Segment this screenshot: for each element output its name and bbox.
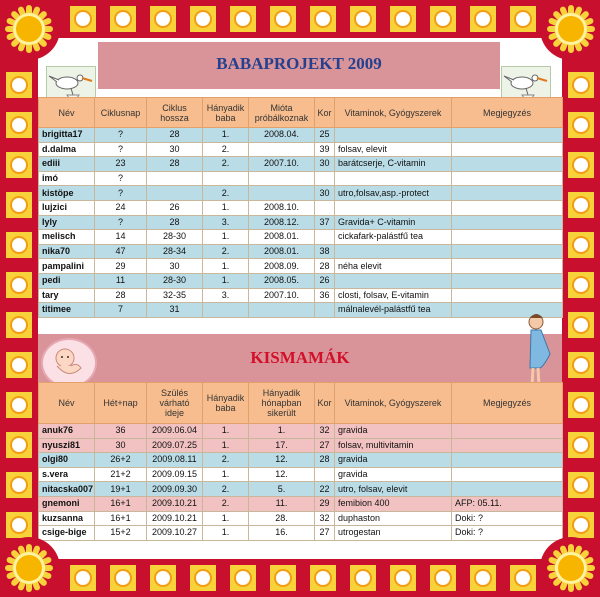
member-name-cell: olgi80 <box>39 453 95 468</box>
member-name-cell: lyly <box>39 215 95 230</box>
table-cell: 27 <box>315 526 335 541</box>
member-name-cell: nyuszi81 <box>39 438 95 453</box>
table-cell: Gravida+ C-vitamin <box>335 215 452 230</box>
table-cell: utrogestan <box>335 526 452 541</box>
table-cell <box>452 142 563 157</box>
table-cell <box>452 438 563 453</box>
border-square <box>150 6 176 32</box>
table-cell: 1. <box>203 128 249 143</box>
table-cell: AFP: 05.11. <box>452 496 563 511</box>
table-row <box>39 482 563 497</box>
table-cell: 38 <box>315 244 335 259</box>
table-cell: 2009.10.21 <box>147 496 203 511</box>
table-cell: 30 <box>147 259 203 274</box>
table-cell: barátcserje, C-vitamin <box>335 157 452 172</box>
table-cell: 28 <box>147 128 203 143</box>
table-cell: 29 <box>95 259 147 274</box>
member-name-cell: kuzsanna <box>39 511 95 526</box>
table-cell: 12. <box>249 453 315 468</box>
border-square <box>6 112 32 138</box>
table-cell: 1. <box>249 424 315 439</box>
table-cell: 21+2 <box>95 467 147 482</box>
table-cell <box>452 424 563 439</box>
table-cell: 30 <box>95 438 147 453</box>
table-cell <box>315 230 335 245</box>
table-cell: 28 <box>95 288 147 303</box>
table-cell: 2. <box>203 496 249 511</box>
border-square <box>6 432 32 458</box>
table-cell: 1. <box>203 526 249 541</box>
table-row <box>39 128 563 143</box>
table-cell: 1. <box>203 230 249 245</box>
border-square <box>6 192 32 218</box>
table-cell: 28-34 <box>147 244 203 259</box>
border-square <box>568 152 594 178</box>
border-square <box>568 72 594 98</box>
column-header: Kor <box>315 98 335 128</box>
table-cell: 32-35 <box>147 288 203 303</box>
column-header: Vitaminok, Gyógyszerek <box>335 98 452 128</box>
table-cell: 32 <box>315 424 335 439</box>
table-cell <box>452 288 563 303</box>
table-cell: 2. <box>203 453 249 468</box>
column-header: Hányadik baba <box>203 98 249 128</box>
member-name-cell: d.dalma <box>39 142 95 157</box>
table-cell: 26 <box>147 200 203 215</box>
table-cell: 1. <box>203 424 249 439</box>
table-cell: 2008.09. <box>249 259 315 274</box>
table-cell: 11 <box>95 273 147 288</box>
table-cell: 2008.01. <box>249 244 315 259</box>
border-square <box>6 512 32 538</box>
table-cell: néha elevit <box>335 259 452 274</box>
member-name-cell: tary <box>39 288 95 303</box>
table-cell: 12. <box>249 467 315 482</box>
table-cell: 29 <box>315 496 335 511</box>
column-header: Megjegyzés <box>452 383 563 424</box>
table-cell: femibion 400 <box>335 496 452 511</box>
column-header: Szülés várható ideje <box>147 383 203 424</box>
table-cell: 30 <box>147 142 203 157</box>
border-square <box>470 6 496 32</box>
table-row <box>39 526 563 541</box>
table-cell: málnalevél-palástfű tea <box>335 303 452 318</box>
table-cell <box>452 215 563 230</box>
border-square <box>390 565 416 591</box>
table-cell: 2009.09.15 <box>147 467 203 482</box>
border-square <box>430 565 456 591</box>
table-cell: 36 <box>95 424 147 439</box>
border-square <box>510 6 536 32</box>
baby-icon <box>41 338 97 388</box>
table-cell: 2008.01. <box>249 230 315 245</box>
border-square <box>470 565 496 591</box>
table-cell: 16+1 <box>95 511 147 526</box>
table-cell: 3. <box>203 215 249 230</box>
border-square <box>568 512 594 538</box>
column-header: Név <box>39 98 95 128</box>
member-name-cell: nika70 <box>39 244 95 259</box>
table-cell: duphaston <box>335 511 452 526</box>
border-square <box>70 6 96 32</box>
border-square <box>568 232 594 258</box>
table-cell: 1. <box>203 200 249 215</box>
table-row <box>39 259 563 274</box>
table-cell: 31 <box>147 303 203 318</box>
table-cell: ? <box>95 186 147 201</box>
table-cell: 27 <box>315 438 335 453</box>
table-row <box>39 244 563 259</box>
table-cell: 28 <box>147 157 203 172</box>
table-cell: 14 <box>95 230 147 245</box>
table-cell <box>335 128 452 143</box>
table-cell <box>249 142 315 157</box>
border-square <box>190 6 216 32</box>
border-square <box>6 312 32 338</box>
border-square <box>510 565 536 591</box>
table-cell <box>315 303 335 318</box>
table-cell: 7 <box>95 303 147 318</box>
table-row <box>39 171 563 186</box>
table-cell: 2007.10. <box>249 288 315 303</box>
table-cell: utro, folsav, elevit <box>335 482 452 497</box>
border-square <box>6 72 32 98</box>
column-header: Hányadik baba <box>203 383 249 424</box>
table-cell: 22 <box>315 482 335 497</box>
table-header-row <box>39 98 563 128</box>
table-cell: 24 <box>95 200 147 215</box>
border-square <box>430 6 456 32</box>
table-cell: 17. <box>249 438 315 453</box>
member-name-cell: pampalini <box>39 259 95 274</box>
member-name-cell: gnemoni <box>39 496 95 511</box>
column-header: Mióta próbálkoznak <box>249 98 315 128</box>
content-panel <box>38 38 562 559</box>
table-cell: utro,folsav,asp.-protect <box>335 186 452 201</box>
column-header: Kor <box>315 383 335 424</box>
table-cell: 30 <box>315 186 335 201</box>
table-row <box>39 142 563 157</box>
table-header-row <box>39 383 563 424</box>
border-square <box>350 565 376 591</box>
border-square <box>568 272 594 298</box>
border-square <box>568 392 594 418</box>
table-row <box>39 157 563 172</box>
border-square <box>70 565 96 591</box>
table-cell: 28. <box>249 511 315 526</box>
table-cell: 47 <box>95 244 147 259</box>
table-cell: 2009.08.11 <box>147 453 203 468</box>
table-row <box>39 467 563 482</box>
table-cell: 16. <box>249 526 315 541</box>
table-row <box>39 230 563 245</box>
table-cell: folsav, multivitamin <box>335 438 452 453</box>
column-header: Vitaminok, Gyógyszerek <box>335 383 452 424</box>
table-cell: 26+2 <box>95 453 147 468</box>
member-name-cell: brigitta17 <box>39 128 95 143</box>
table-cell <box>452 273 563 288</box>
table-cell <box>315 467 335 482</box>
table-cell: 2009.10.27 <box>147 526 203 541</box>
table-cell: 11. <box>249 496 315 511</box>
border-square <box>6 152 32 178</box>
table-cell: 2007.10. <box>249 157 315 172</box>
table-cell <box>452 453 563 468</box>
table-cell: 28 <box>315 453 335 468</box>
table-cell: 2009.07.25 <box>147 438 203 453</box>
member-name-cell: pedi <box>39 273 95 288</box>
table-cell: 2. <box>203 244 249 259</box>
table-cell <box>147 186 203 201</box>
table-cell: closti, folsav, E-vitamin <box>335 288 452 303</box>
table-cell: ? <box>95 142 147 157</box>
member-name-cell: lujzici <box>39 200 95 215</box>
table-cell <box>452 230 563 245</box>
table-cell: 28 <box>315 259 335 274</box>
table-cell: 37 <box>315 215 335 230</box>
member-name-cell: nitacska007 <box>39 482 95 497</box>
table-row <box>39 438 563 453</box>
table-cell: ? <box>95 215 147 230</box>
border-square <box>6 232 32 258</box>
border-square <box>568 432 594 458</box>
table-cell <box>335 273 452 288</box>
table-row <box>39 273 563 288</box>
pregnant-woman-icon <box>520 310 560 390</box>
kismamak-table <box>38 382 563 541</box>
table-cell <box>452 171 563 186</box>
table-row <box>39 496 563 511</box>
border-square <box>110 565 136 591</box>
table-cell: 26 <box>315 273 335 288</box>
table-cell <box>452 482 563 497</box>
table-cell: 2008.04. <box>249 128 315 143</box>
table-row <box>39 511 563 526</box>
member-name-cell: imó <box>39 171 95 186</box>
table-cell <box>203 171 249 186</box>
table-row <box>39 453 563 468</box>
member-name-cell: anuk76 <box>39 424 95 439</box>
table-cell: 15+2 <box>95 526 147 541</box>
border-square <box>568 352 594 378</box>
table-cell: 25 <box>315 128 335 143</box>
border-square <box>270 565 296 591</box>
table-cell: 28-30 <box>147 230 203 245</box>
table-cell: 5. <box>249 482 315 497</box>
table-cell: 3. <box>203 288 249 303</box>
table-row <box>39 215 563 230</box>
table-cell: ? <box>95 171 147 186</box>
column-header: Megjegyzés <box>452 98 563 128</box>
table-cell <box>249 303 315 318</box>
sun-ornament <box>0 537 60 597</box>
title-banner <box>98 42 500 89</box>
table-cell: 23 <box>95 157 147 172</box>
border-square <box>568 472 594 498</box>
table-cell: 19+1 <box>95 482 147 497</box>
table-cell: ? <box>95 128 147 143</box>
babaprojekt-table <box>38 97 563 318</box>
sun-ornament <box>540 537 600 597</box>
table-cell: 1. <box>203 511 249 526</box>
section-title: KISMAMÁK <box>250 348 350 367</box>
kismamak-banner <box>38 334 562 382</box>
table-cell: gravida <box>335 467 452 482</box>
border-square <box>6 392 32 418</box>
table-cell: 2. <box>203 142 249 157</box>
member-name-cell: ediii <box>39 157 95 172</box>
table-cell <box>147 171 203 186</box>
table-cell <box>249 186 315 201</box>
table-cell <box>335 244 452 259</box>
table-row <box>39 186 563 201</box>
sun-ornament <box>540 0 600 60</box>
table-cell: 28-30 <box>147 273 203 288</box>
column-header: Ciklus hossza <box>147 98 203 128</box>
border-square <box>310 565 336 591</box>
table-cell <box>452 186 563 201</box>
table-cell: 1. <box>203 259 249 274</box>
table-cell <box>315 200 335 215</box>
table-cell <box>249 171 315 186</box>
table-cell: 1. <box>203 438 249 453</box>
table-cell: 16+1 <box>95 496 147 511</box>
border-square <box>6 272 32 298</box>
table-cell: 2. <box>203 482 249 497</box>
column-header: Hányadik hónapban sikerült <box>249 383 315 424</box>
border-square <box>6 472 32 498</box>
column-header: Hét+nap <box>95 383 147 424</box>
table-cell <box>335 171 452 186</box>
table-cell: 1. <box>203 467 249 482</box>
border-square <box>270 6 296 32</box>
table-cell <box>452 467 563 482</box>
table-row <box>39 303 563 318</box>
table-cell <box>203 303 249 318</box>
border-square <box>568 312 594 338</box>
table-cell <box>452 200 563 215</box>
table-cell: 2. <box>203 157 249 172</box>
member-name-cell: titimee <box>39 303 95 318</box>
member-name-cell: melisch <box>39 230 95 245</box>
table-cell <box>452 259 563 274</box>
border-square <box>230 565 256 591</box>
table-row <box>39 424 563 439</box>
table-cell <box>452 157 563 172</box>
table-cell: gravida <box>335 453 452 468</box>
table-cell <box>452 128 563 143</box>
column-header: Ciklusnap <box>95 98 147 128</box>
table-cell: 2008.10. <box>249 200 315 215</box>
border-square <box>568 112 594 138</box>
table-cell <box>315 171 335 186</box>
table-cell: 2008.12. <box>249 215 315 230</box>
member-name-cell: s.vera <box>39 467 95 482</box>
table-cell: gravida <box>335 424 452 439</box>
table-row <box>39 200 563 215</box>
column-header: Név <box>39 383 95 424</box>
table-cell: 39 <box>315 142 335 157</box>
table-cell: Doki: ? <box>452 526 563 541</box>
border-square <box>350 6 376 32</box>
table-cell <box>335 200 452 215</box>
table-cell: folsav, elevit <box>335 142 452 157</box>
member-name-cell: kistöpe <box>39 186 95 201</box>
border-square <box>190 565 216 591</box>
table-cell: Doki: ? <box>452 511 563 526</box>
border-square <box>110 6 136 32</box>
page-title: BABAPROJEKT 2009 <box>216 54 382 73</box>
table-cell: cickafark-palástfű tea <box>335 230 452 245</box>
border-square <box>390 6 416 32</box>
border-square <box>568 192 594 218</box>
border-square <box>6 352 32 378</box>
table-cell <box>452 244 563 259</box>
table-cell: 2009.09.30 <box>147 482 203 497</box>
table-cell: 2009.06.04 <box>147 424 203 439</box>
border-square <box>150 565 176 591</box>
table-row <box>39 288 563 303</box>
table-cell: 30 <box>315 157 335 172</box>
table-cell: 28 <box>147 215 203 230</box>
border-square <box>230 6 256 32</box>
member-name-cell: csige-bige <box>39 526 95 541</box>
table-cell: 32 <box>315 511 335 526</box>
table-cell: 36 <box>315 288 335 303</box>
table-cell: 2. <box>203 186 249 201</box>
table-cell: 2009.10.21 <box>147 511 203 526</box>
table-cell: 1. <box>203 273 249 288</box>
border-square <box>310 6 336 32</box>
table-cell: 2008.05. <box>249 273 315 288</box>
